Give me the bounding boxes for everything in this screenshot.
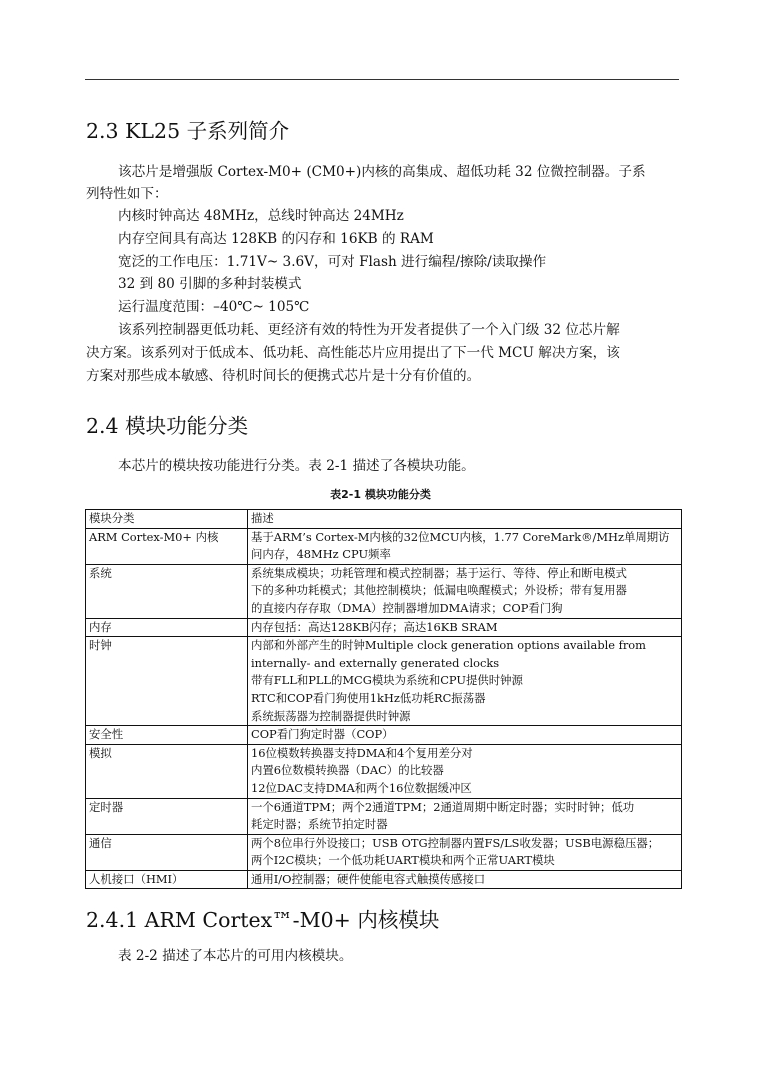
description-line: 基于ARM’s Cortex-M内核的32位MCU内核，1.77 CoreMark®/MHz单周期访 xyxy=(251,529,670,544)
table-row xyxy=(86,726,682,745)
intro-paragraph-line: 列特性如下： xyxy=(86,186,168,202)
core-modules-intro-text: 表 2-2 描述了本芯片的可用内核模块。 xyxy=(118,948,353,964)
description-line: 下的多种功耗模式；其他控制模块；低漏电唤醒模式；外设桥；带有复用器 xyxy=(251,583,627,598)
description-line: 带有FLL和PLL的MCG模块为系统和CPU提供时钟源 xyxy=(251,673,523,688)
feature-item: 内核时钟高达 48MHz，总线时钟高达 24MHz xyxy=(118,208,404,224)
module-description-cell xyxy=(248,870,682,889)
description-line: 16位模数转换器支持DMA和4个复用差分对 xyxy=(251,745,473,760)
description-line: 的直接内存存取（DMA）控制器增加DMA请求；COP看门狗 xyxy=(251,600,563,615)
summary-paragraph-line: 决方案。该系列对于低成本、低功耗、高性能芯片应用提出了下一代 MCU 解决方案，该 xyxy=(86,345,620,361)
module-category-cell: 安全性 xyxy=(86,726,248,745)
module-classification-table xyxy=(85,509,682,889)
header-rule xyxy=(85,79,679,80)
intro-paragraph-line: 该芯片是增强版 Cortex-M0+ (CM0+)内核的高集成、超低功耗 32 位微控制器。子系 xyxy=(118,164,646,180)
description-line: 内置6位数模转换器（DAC）的比较器 xyxy=(251,763,444,778)
module-category-cell: 通信 xyxy=(86,834,248,870)
feature-item: 内存空间具有高达 128KB 的闪存和 16KB 的 RAM xyxy=(118,231,434,247)
module-description-cell xyxy=(248,744,682,798)
description-line: 两个8位串行外设接口；USB OTG控制器内置FS/LS收发器；USB电源稳压器； xyxy=(251,835,660,850)
feature-item: 宽泛的工作电压：1.71V~ 3.6V，可对 Flash 进行编程/擦除/读取操作 xyxy=(118,254,547,270)
description-line: internally- and externally generated clocks xyxy=(251,655,500,670)
description-line: 内部和外部产生的时钟Multiple clock generation options available from xyxy=(251,638,646,653)
module-category-cell: 人机接口（HMI） xyxy=(86,870,248,889)
section-heading-2-4: 2.4 模块功能分类 xyxy=(86,414,249,438)
summary-paragraph-line: 该系列控制器更低功耗、更经济有效的特性为开发者提供了一个入门级 32 位芯片解 xyxy=(118,322,620,338)
feature-item: 32 到 80 引脚的多种封装模式 xyxy=(118,276,302,292)
table-header-row xyxy=(86,510,682,529)
module-description-cell xyxy=(248,726,682,745)
section-heading-2-3: 2.3 KL25 子系列简介 xyxy=(86,119,290,143)
module-description-cell xyxy=(248,637,682,726)
module-description-cell xyxy=(248,618,682,637)
table-intro-text: 本芯片的模块按功能进行分类。表 2-1 描述了各模块功能。 xyxy=(118,458,475,474)
table-header-cell: 模块分类 xyxy=(86,510,248,529)
module-category-cell: ARM Cortex-M0+ 内核 xyxy=(86,528,248,564)
table-row xyxy=(86,870,682,889)
module-category-cell: 模拟 xyxy=(86,744,248,798)
module-category-cell: 系统 xyxy=(86,564,248,618)
table-row xyxy=(86,744,682,798)
description-line: 12位DAC支持DMA和两个16位数据缓冲区 xyxy=(251,780,472,795)
description-line: 问内存，48MHz CPU频率 xyxy=(251,547,391,562)
description-line: 通用I/O控制器；硬件使能电容式触摸传感接口 xyxy=(251,871,486,886)
feature-item: 运行温度范围：–40℃~ 105℃ xyxy=(118,299,310,315)
module-description-cell xyxy=(248,834,682,870)
description-line: COP看门狗定时器（COP） xyxy=(251,727,394,742)
table-row xyxy=(86,618,682,637)
description-line: 系统振荡器为控制器提供时钟源 xyxy=(251,708,411,723)
description-line: 系统集成模块；功耗管理和模式控制器；基于运行、等待、停止和断电模式 xyxy=(251,565,627,580)
table-row xyxy=(86,637,682,726)
section-heading-2-4-1: 2.4.1 ARM Cortex™-M0+ 内核模块 xyxy=(86,908,440,932)
description-line: 一个6通道TPM；两个2通道TPM；2通道周期中断定时器；实时时钟；低功 xyxy=(251,799,635,814)
table-header-cell: 描述 xyxy=(248,510,682,529)
description-line: 内存包括：高达128KB闪存；高达16KB SRAM xyxy=(251,619,498,634)
module-description-cell xyxy=(248,564,682,618)
module-category-cell: 内存 xyxy=(86,618,248,637)
table-row xyxy=(86,834,682,870)
table-row xyxy=(86,798,682,834)
module-category-cell: 时钟 xyxy=(86,637,248,726)
module-description-cell xyxy=(248,798,682,834)
module-category-cell: 定时器 xyxy=(86,798,248,834)
summary-paragraph-line: 方案对那些成本敏感、待机时间长的便携式芯片是十分有价值的。 xyxy=(86,368,481,384)
description-line: 两个I2C模块；一个低功耗UART模块和两个正常UART模块 xyxy=(251,853,555,868)
description-line: 耗定时器；系统节拍定时器 xyxy=(251,817,388,832)
module-description-cell xyxy=(248,528,682,564)
table-caption: 表2-1 模块功能分类 xyxy=(330,488,431,501)
table-row xyxy=(86,564,682,618)
table-row xyxy=(86,528,682,564)
description-line: RTC和COP看门狗使用1kHz低功耗RC振荡器 xyxy=(251,690,486,705)
